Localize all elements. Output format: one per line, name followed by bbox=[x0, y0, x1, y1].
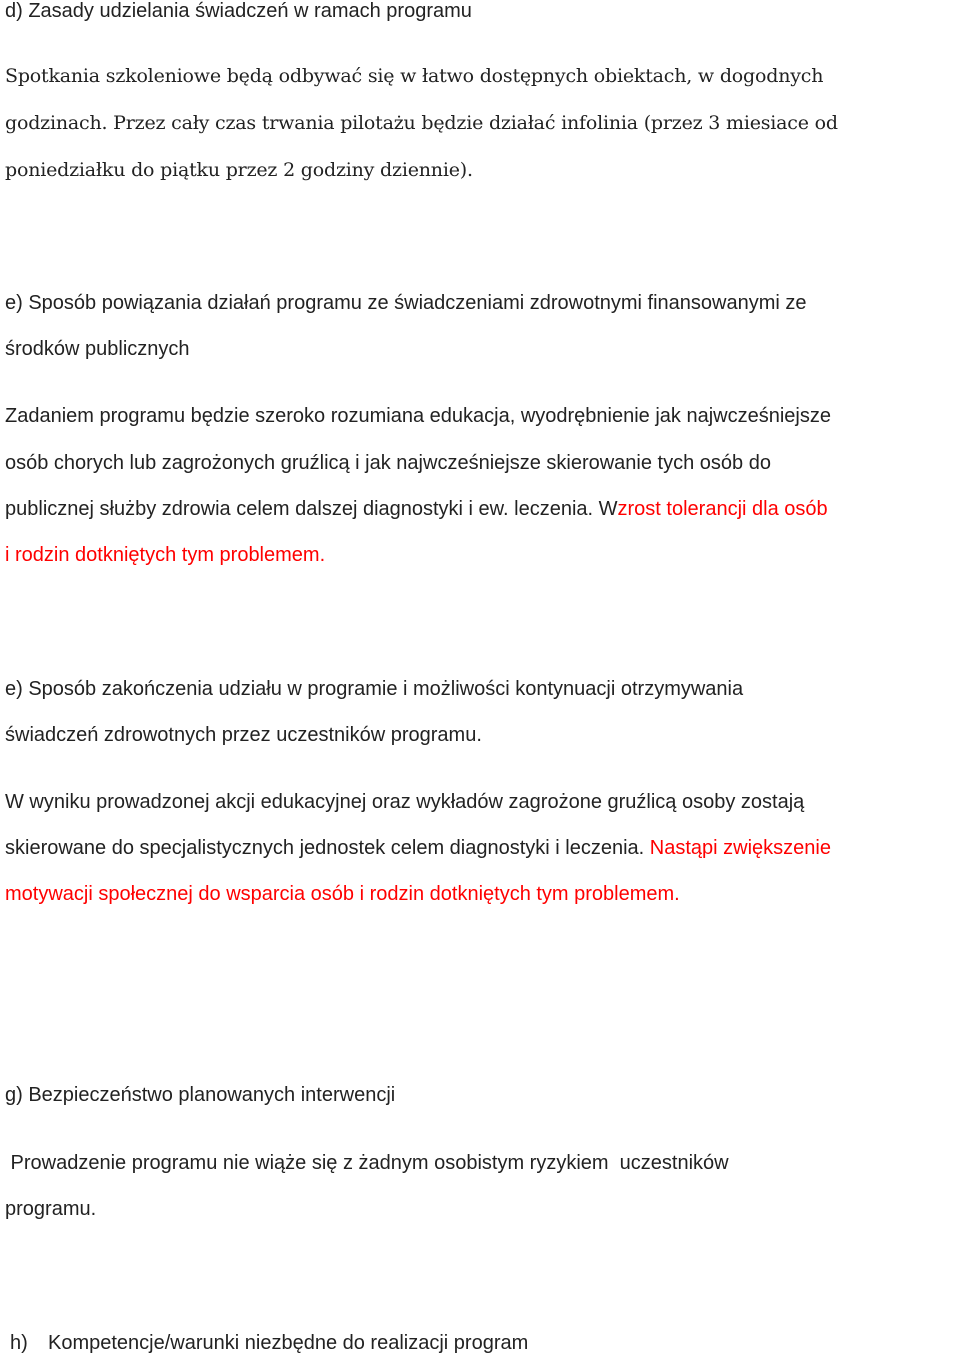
section-d-body-line-1: Spotkania szkoleniowe będą odbywać się w łatwo dostępnych obiektach, w dogodnych bbox=[5, 65, 824, 87]
section-e1-line-3-text: publicznej służby zdrowia celem dalszej diagnostyki i ew. leczenia. bbox=[5, 498, 594, 520]
section-e1-line-3-initial: W bbox=[593, 498, 618, 520]
section-g-body-line-2: programu. bbox=[5, 1198, 97, 1220]
section-d-body-line-3: poniedziałku do piątku przez 2 godziny dziennie). bbox=[5, 159, 473, 181]
section-e2-heading-line-1: e) Sposób zakończenia udziału w programie i możliwości kontynuacji otrzymywania bbox=[5, 678, 744, 700]
section-e1-highlight-end: i rodzin dotkniętych tym problemem. bbox=[5, 544, 326, 566]
section-e2-highlight-start: Nastąpi zwiększenie bbox=[649, 837, 831, 859]
section-e2-body-line-2 bbox=[5, 835, 831, 861]
section-e2-heading-line-2: świadczeń zdrowotnych przez uczestników programu. bbox=[5, 724, 482, 746]
section-e1-highlight-start: zrost tolerancji dla osób bbox=[617, 498, 828, 520]
section-e2-body-line-1: W wyniku prowadzonej akcji edukacyjnej oraz wykładów zagrożone gruźlicą osoby zostają bbox=[5, 791, 805, 813]
section-d-body-line-2: godzinach. Przez cały czas trwania pilotażu będzie działać infolinia (przez 3 miesiace od bbox=[5, 112, 838, 134]
section-d-heading: d) Zasady udzielania świadczeń w ramach programu bbox=[5, 0, 472, 22]
section-e1-heading-line-1: e) Sposób powiązania działań programu ze świadczeniami zdrowotnymi finansowanymi ze bbox=[5, 292, 807, 314]
section-e1-body-line-2: osób chorych lub zagrożonych gruźlicą i jak najwcześniejsze skierowanie tych osób do bbox=[5, 452, 771, 474]
section-e1-heading-line-2: środków publicznych bbox=[5, 338, 190, 360]
section-h-marker: h) bbox=[10, 1332, 28, 1354]
section-h-title: Kompetencje/warunki niezbędne do realizacji program bbox=[48, 1332, 529, 1354]
section-e2-highlight-end: motywacji społecznej do wsparcia osób i rodzin dotkniętych tym problemem. bbox=[5, 883, 680, 905]
section-h-heading bbox=[10, 1330, 528, 1356]
section-g-body-line-1: Prowadzenie programu nie wiąże się z żadnym osobistym ryzykiem uczestników bbox=[5, 1152, 729, 1174]
section-e1-body-line-1: Zadaniem programu będzie szeroko rozumiana edukacja, wyodrębnienie jak najwcześniejsze bbox=[5, 405, 831, 427]
section-g-heading: g) Bezpieczeństwo planowanych interwencji bbox=[5, 1084, 396, 1106]
section-e1-body-line-3 bbox=[5, 496, 828, 522]
section-e2-line-2-text: skierowane do specjalistycznych jednostek celem diagnostyki i leczenia. bbox=[5, 837, 645, 859]
